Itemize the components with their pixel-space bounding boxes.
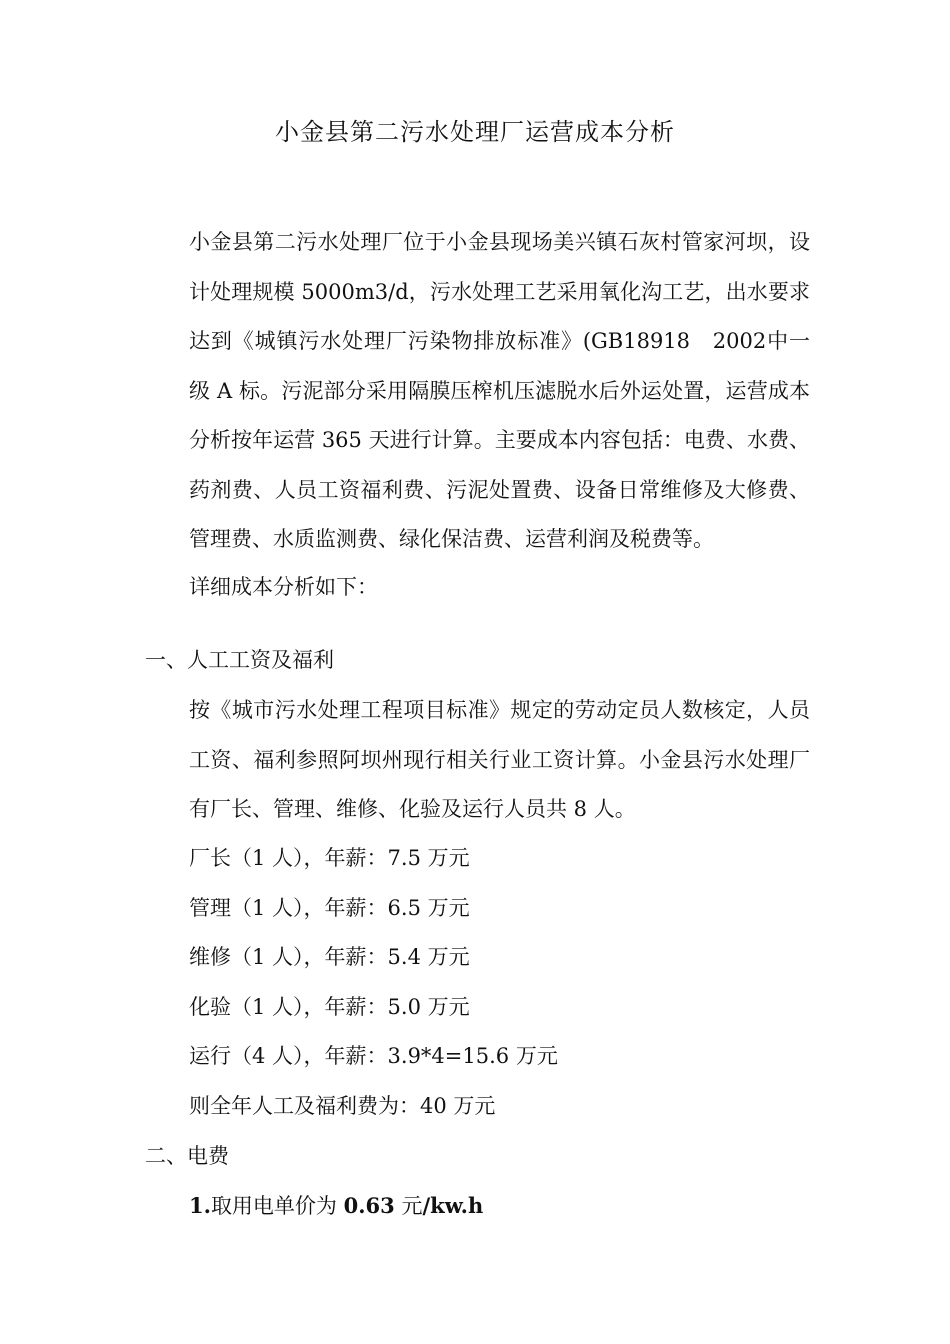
price-label: 取用电单价为 xyxy=(210,1194,344,1218)
item-number: 1. xyxy=(189,1193,211,1218)
price-currency: 元 xyxy=(394,1194,423,1218)
intro-paragraph xyxy=(145,218,810,565)
section1-heading: 一、人工工资及福利 xyxy=(145,648,334,672)
price-value: 0.63 xyxy=(343,1193,395,1218)
salary-item: 化验（1 人），年薪：5.0 万元 xyxy=(189,995,470,1019)
detail-intro: 详细成本分析如下： xyxy=(189,575,378,599)
document-title: 小金县第二污水处理厂运营成本分析 xyxy=(275,118,675,146)
price-unit: /kw.h xyxy=(422,1193,484,1218)
salary-item: 管理（1 人），年薪：6.5 万元 xyxy=(189,896,470,920)
salary-item: 维修（1 人），年薪：5.4 万元 xyxy=(189,945,470,969)
section2-heading: 二、电费 xyxy=(145,1144,229,1168)
electricity-price-line xyxy=(189,1186,483,1226)
salary-item: 运行（4 人），年薪：3.9*4=15.6 万元 xyxy=(189,1044,558,1068)
salary-total: 则全年人工及福利费为：40 万元 xyxy=(189,1094,496,1118)
section1-paragraph xyxy=(145,686,810,835)
section1-body: 按《城市污水处理工程项目标准》规定的劳动定员人数核定，人员工资、福利参照阿坝州现行相关行业工资计算。小金县污水处理厂有厂长、管理、维修、化验及运行人员共 8 人。 xyxy=(189,698,810,821)
intro-text: 小金县第二污水处理厂位于小金县现场美兴镇石灰村管家河坝，设计处理规模 5000m3/d，污水处理工艺采用氧化沟工艺，出水要求达到《城镇污水处理厂污染物排放标准》(GB18918 2002中一级 A 标。污泥部分采用隔膜压榨机压滤脱水后外运处置，运营成本分析按年运营 365 天进行计算。主要成本内容包括：电费、水费、药剂费、人员工资福利费、污泥处置费、设备日常维修及大修费、管理费、水质监测费、绿化保洁费、运营利润及税费等。 xyxy=(189,230,810,551)
salary-item: 厂长（1 人），年薪：7.5 万元 xyxy=(189,846,470,870)
